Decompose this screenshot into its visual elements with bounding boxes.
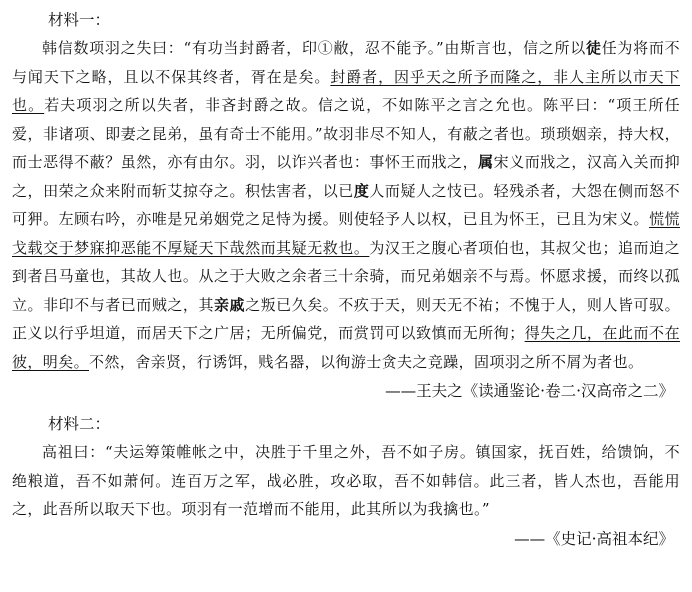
text-run: 人而疑人之忮已。轻残杀者，大怨在侧而怒不可狎。左顾右吟，亦唯是兄弟姻党之足恃为援。则使轻予人以权，已且为怀王，已且为宋义。 [12, 181, 680, 228]
material-two-citation: ——《史记·高祖本纪》 [514, 529, 674, 548]
text-run: 韩信数项羽之失曰：“有功当封爵者，印①敝，忍不能予。”由斯言也，信之所以 [42, 39, 586, 57]
material-two-heading: 材料二： [48, 415, 111, 433]
material-two-text: 高祖曰：“夫运筹策帷帐之中，决胜于千里之外，吾不如子房。镇国家，抚百姓，给馈饷，不绝粮道，吾不如萧何。连百万之军，战必胜，攻必取，吾不如韩信。此三者，皆人杰也，吾能用之，此吾所以取天下也。项羽有一范增而不能用，此其所以为我擒也。” [12, 443, 680, 518]
material-one-citation: ——王夫之《读通鉴论·卷二·汉高帝之二》 [385, 382, 674, 400]
material-one-text [12, 34, 680, 376]
underlined-sentence: 得失之几，在此而不在彼，明矣。 [12, 324, 680, 371]
text-run: 为汉王之腹心者项伯也，其叔父也；追而迫之到者吕马童也，其故人也。从之于大败之余者三十余骑，而兄弟姻亲不与焉。怀愿求援，而终以孤立。非印不与者已而贼之，其 [12, 238, 680, 314]
underlined-sentence: 慌慌戈载交于梦寐抑恶能不厚疑天下哉然而其疑无救也。 [12, 210, 681, 257]
text-run: 不然，舍亲贤，行诱饵，贱名器，以徇游士贪夫之竞躁，固项羽之所不屑为者也。 [89, 352, 644, 371]
text-run: 之叛已久矣。不疚于天，则天无不祐；不愧于人，则人皆可驭。正义以行乎坦道，而居天下之广居；无所偏党，而赏罚可以致慎而无所徇； [12, 295, 680, 342]
document-page [12, 8, 680, 560]
text-run: 任为将而不与闻天下之略，且以不保其终者，胥在是矣。 [12, 39, 680, 86]
bold-char: 徒 [585, 39, 602, 57]
text-run: 宋义而戕之，汉高入关而抑之，田荣之众来附而斩艾掠夺之。积怯害者，以已 [12, 153, 680, 200]
bold-char: 亲戚 [214, 295, 246, 314]
material-one-heading: 材料一： [48, 11, 111, 29]
underlined-sentence: 封爵者，因乎天之所予而隆之，非人主所以市天下也。 [12, 67, 680, 114]
bold-char: 度 [353, 181, 370, 200]
bold-char: 属 [478, 153, 494, 171]
text-run: 若夫项羽之所以失者，非吝封爵之故。信之说，不如陈平之言之允也。陈平曰：“项王所任爱，非诸项、即妻之昆弟，虽有奇士不能用。”故羽非尽不知人，有蔽之者也。琐琐姻亲，持大权，而士恶得不蔽？虽然，亦有由尔。羽，以诈兴者也：事怀王而戕之， [12, 96, 680, 171]
